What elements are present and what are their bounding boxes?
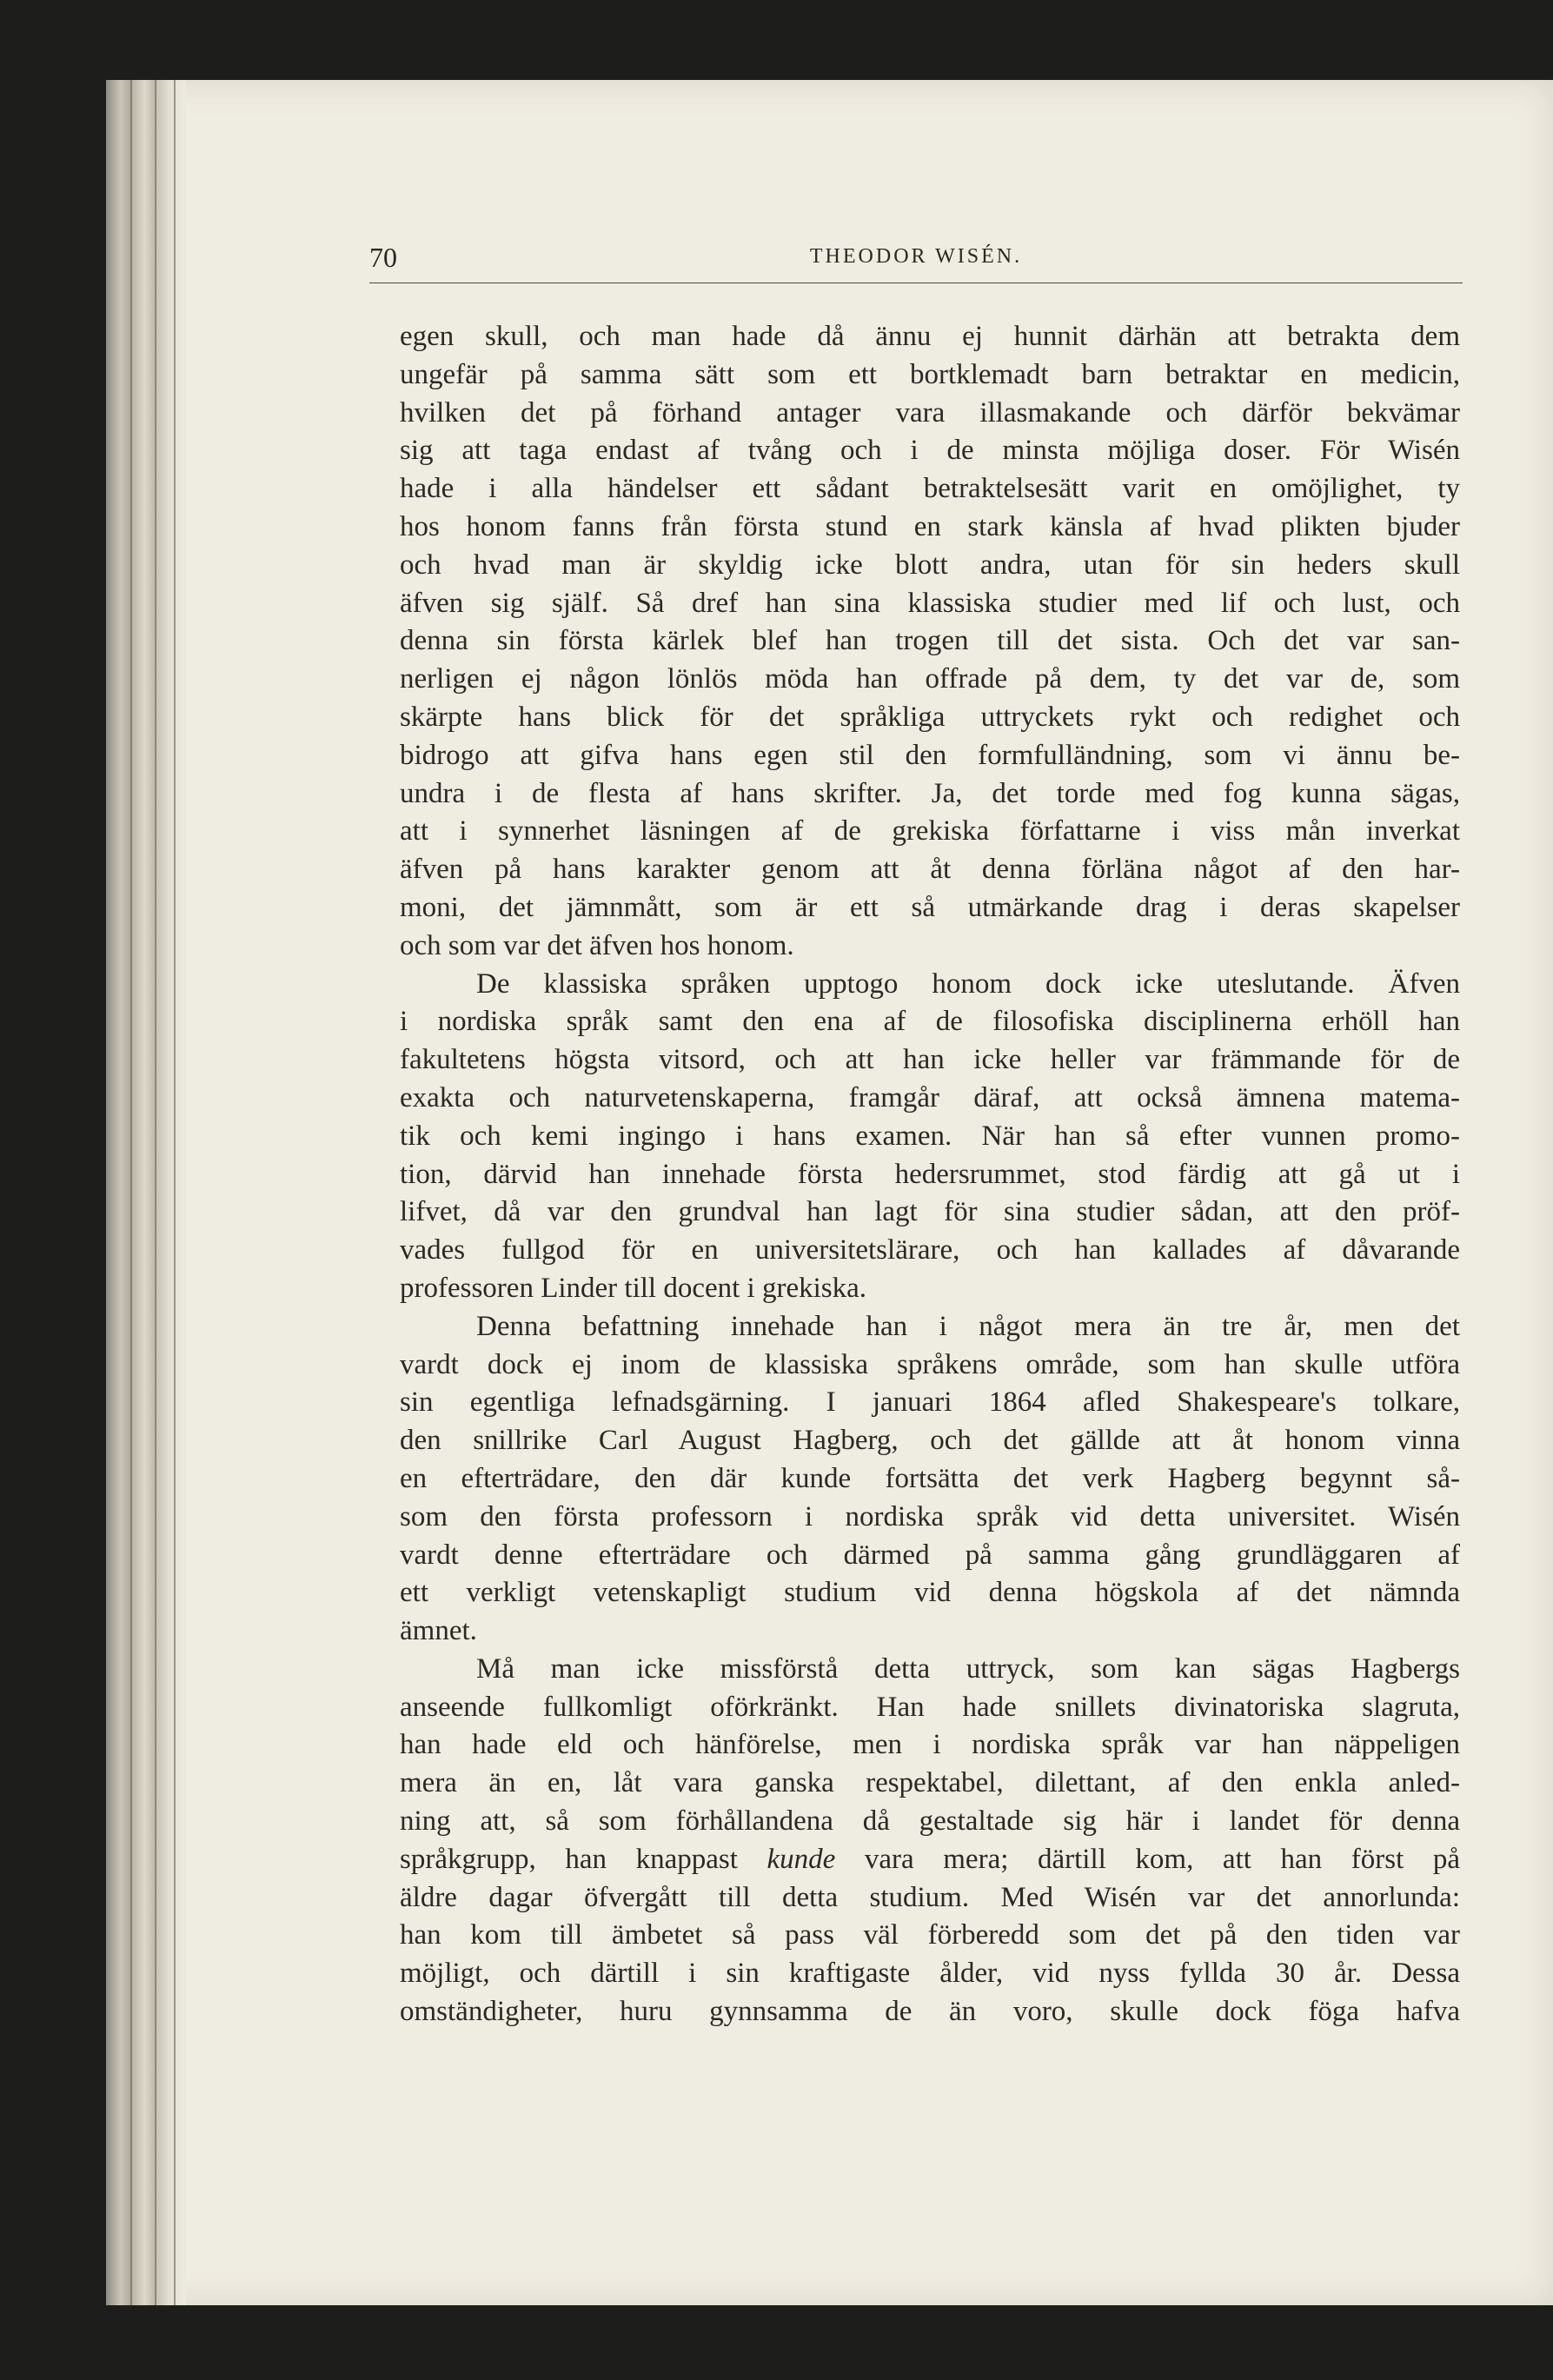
text-line: sig att taga endast af tvång och i de minsta möjliga doser. För Wisén <box>400 435 1460 467</box>
text-line: ning att, så som förhållandena då gestaltade sig här i landet för denna <box>400 1805 1460 1838</box>
text-line: exakta och naturvetenskaperna, framgår däraf, att också ämnena matema- <box>400 1081 1460 1114</box>
text-line: mera än en, låt vara ganska respektabel, dilettant, af den enkla anled- <box>400 1767 1460 1799</box>
text-line: omständigheter, huru gynnsamma de än voro, skulle dock föga hafva <box>400 1996 1460 2028</box>
body-text <box>400 318 1460 2031</box>
text-line: äldre dagar öfvergått till detta studium. Med Wisén var det annorlunda: <box>400 1881 1460 1913</box>
text-line: egen skull, och man hade då ännu ej hunnit därhän att betrakta dem <box>400 321 1460 352</box>
text-line: och som var det äfven hos honom. <box>400 929 794 961</box>
text-line: fakultetens högsta vitsord, och att han icke heller var främmande för de <box>400 1044 1460 1076</box>
text-line: undra i de flesta af hans skrifter. Ja, det torde med fog kunna sägas, <box>400 777 1460 809</box>
text-line: en efterträdare, den där kunde fortsätta det verk Hagberg begynnt så- <box>400 1462 1460 1494</box>
text-line: och hvad man är skyldig icke blott andra, utan för sin heders skull <box>400 548 1460 581</box>
text-fragment: språkgrupp, han knappast <box>400 1843 738 1875</box>
text-line: professoren Linder till docent i grekiska. <box>400 1272 867 1304</box>
text-line: hade i alla händelser ett sådant betraktelsesätt varit en omöjlighet, ty <box>400 473 1460 505</box>
text-line: han hade eld och hänförelse, men i nordiska språk var han näppeligen <box>400 1729 1460 1761</box>
text-line: denna sin första kärlek blef han trogen till det sista. Och det var san- <box>400 625 1460 657</box>
gutter-edge <box>155 80 156 2305</box>
text-line: äfven sig själf. Så dref han sina klassiska studier med lif och lust, och <box>400 587 1460 619</box>
text-line: ungefär på samma sätt som ett bortklemadt barn betraktar en medicin, <box>400 358 1460 390</box>
text-line: ett verkligt vetenskapligt studium vid denna högskola af det nämnda <box>400 1577 1460 1609</box>
running-title: THEODOR WISÉN. <box>809 245 1023 268</box>
text-line: han kom till ämbetet så pass väl förberedd som det på den tiden var <box>400 1919 1460 1951</box>
gutter-edge <box>174 80 176 2305</box>
text-line: som den första professorn i nordiska språk vid detta universitet. Wisén <box>400 1500 1460 1532</box>
italic-word: kunde <box>767 1843 836 1875</box>
text-line: tik och kemi ingingo i hans examen. När han så efter vunnen promo- <box>400 1120 1460 1152</box>
text-line: den snillrike Carl August Hagberg, och det gällde att åt honom vinna <box>400 1425 1460 1457</box>
running-header <box>369 242 1463 285</box>
text-line: att i synnerhet läsningen af de grekiska författarne i viss mån inverkat <box>400 815 1460 848</box>
text-line: äfven på hans karakter genom att åt denna förläna något af den har- <box>400 854 1460 886</box>
text-line: ämnet. <box>400 1615 477 1647</box>
text-line: i nordiska språk samt den ena af de filosofiska disciplinerna erhöll han <box>400 1006 1460 1038</box>
text-line: anseende fullkomligt oförkränkt. Han hade snillets divinatoriska slagruta, <box>400 1691 1460 1723</box>
page-number: 70 <box>369 242 397 273</box>
text-line: nerligen ej någon lönlös möda han offrade på dem, ty det var de, som <box>400 663 1460 695</box>
text-fragment: vara mera; därtill kom, att han först på <box>835 1843 1460 1875</box>
text-line: vardt denne efterträdare och därmed på samma gång grundläggaren af <box>400 1539 1460 1571</box>
text-line: möjligt, och därtill i sin kraftigaste ålder, vid nyss fyllda 30 år. Dessa <box>400 1958 1460 1990</box>
text-line: Denna befattning innehade han i något mera än tre år, men det <box>476 1310 1460 1342</box>
text-line: vades fullgod för en universitetslärare, och han kallades af dåvarande <box>400 1234 1460 1266</box>
gutter-edge <box>130 80 132 2305</box>
text-line: Må man icke missförstå detta uttryck, som kan sägas Hagbergs <box>476 1652 1460 1685</box>
text-line: lifvet, då var den grundval han lagt för sina studier sådan, att den pröf- <box>400 1196 1460 1228</box>
text-line: sin egentliga lefnadsgärning. I januari 1864 afled Shakespeare's tolkare, <box>400 1386 1460 1419</box>
text-line: tion, därvid han innehade första hedersrummet, stod färdig att gå ut i <box>400 1158 1460 1190</box>
text-line <box>400 1841 1460 1879</box>
text-line: moni, det jämnmått, som är ett så utmärkande drag i deras skapelser <box>400 891 1460 923</box>
text-line: vardt dock ej inom de klassiska språkens område, som han skulle utföra <box>400 1348 1460 1380</box>
text-line: bidrogo att gifva hans egen stil den formfulländning, som vi ännu be- <box>400 739 1460 771</box>
text-line: hos honom fanns från första stund en stark känsla af hvad plikten bjuder <box>400 510 1460 542</box>
text-line: De klassiska språken upptogo honom dock icke uteslutande. Äfven <box>476 967 1460 1000</box>
text-line: hvilken det på förhand antager vara illasmakande och därför bekvämar <box>400 396 1460 429</box>
text-line: skärpte hans blick för det språkliga uttryckets rykt och redighet och <box>400 701 1460 733</box>
